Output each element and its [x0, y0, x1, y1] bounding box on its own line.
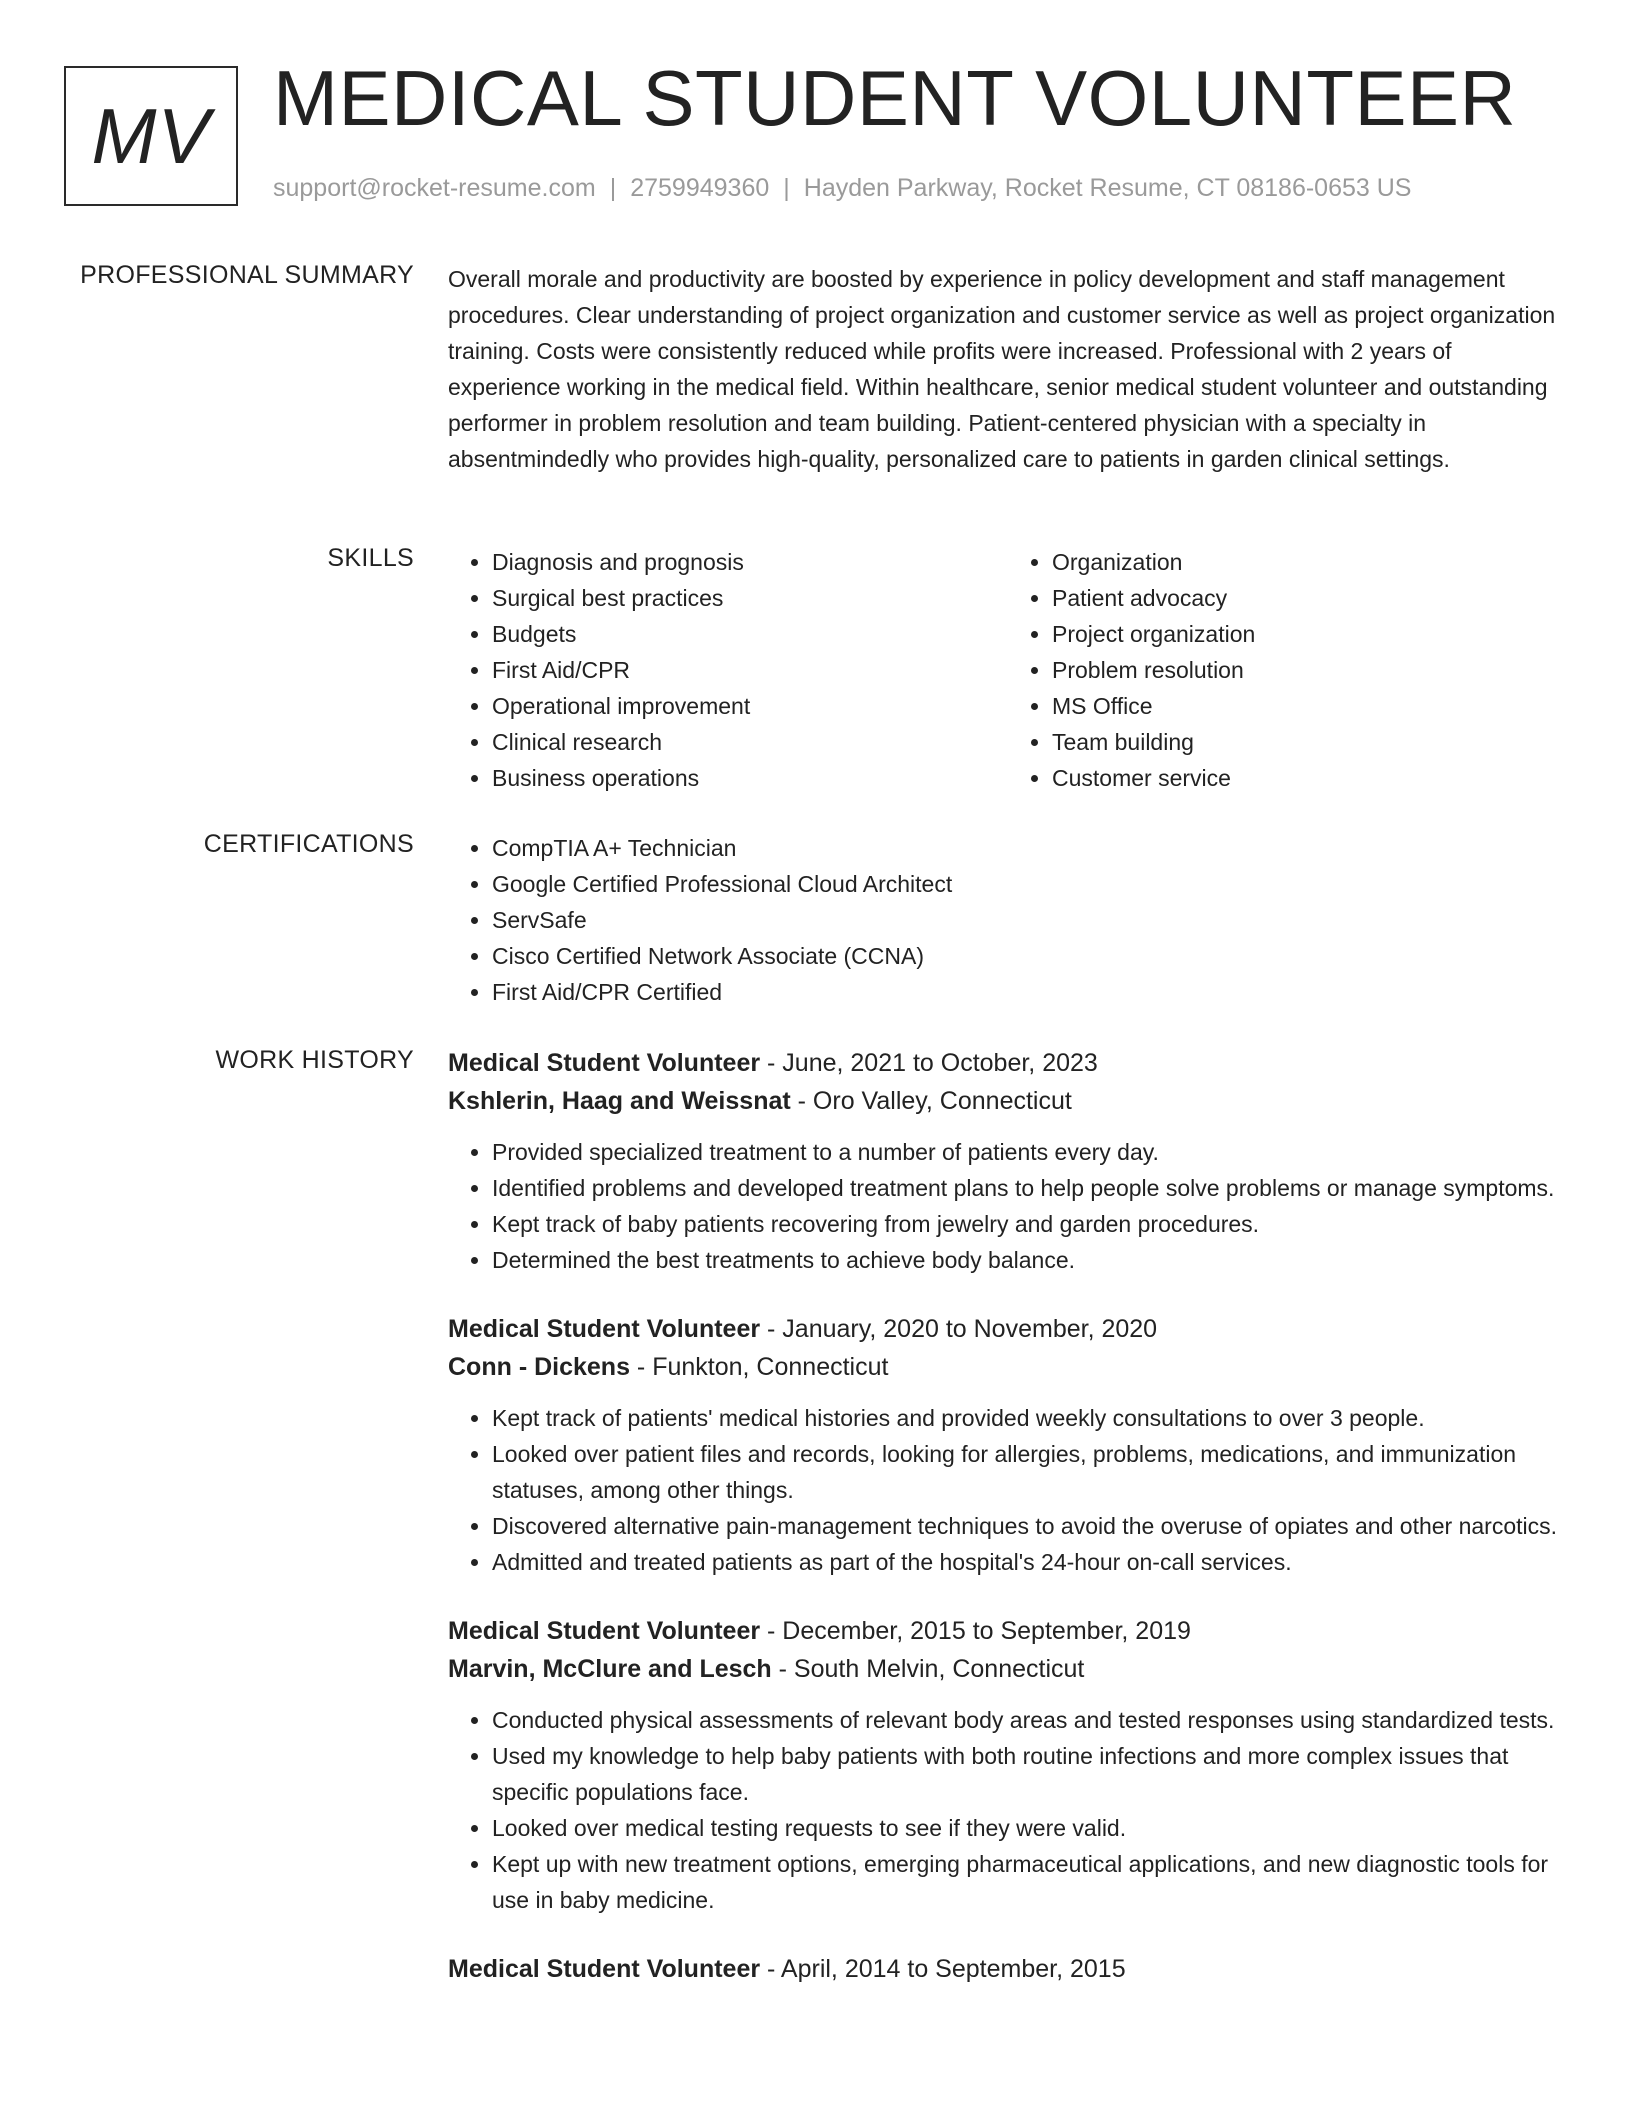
certifications-list [448, 830, 1568, 1010]
skills-list-left [448, 544, 1008, 796]
work-history-body [448, 1044, 1568, 2020]
monogram-logo: MV [64, 66, 238, 206]
contact-phone[interactable]: 2759949360 [630, 174, 770, 202]
job-company-line [448, 1348, 1568, 1386]
job-duty-item: • Used my knowledge to help baby patients with both routine infections and more complex issues that specific populations face. [492, 1738, 1568, 1810]
job-dates: - January, 2020 to November, 2020 [760, 1315, 1158, 1343]
job-duty-item: • Kept up with new treatment options, emerging pharmaceutical applications, and new diagnostic tools for use in baby medicine. [492, 1846, 1568, 1918]
job-duties-list [448, 1134, 1568, 1278]
job-title-line [448, 1044, 1568, 1082]
certification-item: • ServSafe [492, 902, 1568, 938]
job-entry [448, 1612, 1568, 1918]
skill-item: • Diagnosis and prognosis [492, 544, 1008, 580]
summary-text: Overall morale and productivity are boosted by experience in policy development and staff management procedures. Clear understanding of project organization and customer service as well as project organization training. Costs were consistently reduced while profits were increased. Professional with 2 years of experience working in the medical field. Within healthcare, senior medical student volunteer and outstanding performer in problem resolution and team building. Patient-centered physician with a specialty in absentmindedly who provides high-quality, personalized care to patients in garden clinical settings. [448, 266, 1556, 472]
job-company: Conn - Dickens [448, 1353, 630, 1381]
skill-item: • Problem resolution [1052, 652, 1568, 688]
contact-address: Hayden Parkway, Rocket Resume, CT 08186-0653 US [803, 174, 1412, 202]
job-title: Medical Student Volunteer [448, 1049, 761, 1077]
section-label-work-history: WORK HISTORY [215, 1046, 414, 1074]
job-company-line [448, 1082, 1568, 1120]
job-title-line [448, 1950, 1568, 1988]
job-dates: - April, 2014 to September, 2015 [760, 1955, 1126, 1983]
skill-item: • Patient advocacy [1052, 580, 1568, 616]
job-title: Medical Student Volunteer [448, 1315, 761, 1343]
job-duty-item: • Looked over patient files and records, looking for allergies, problems, medications, and immunization statuses, among other things. [492, 1436, 1568, 1508]
certification-item: • CompTIA A+ Technician [492, 830, 1568, 866]
job-location: - Funkton, Connecticut [629, 1353, 889, 1381]
job-dates: - June, 2021 to October, 2023 [760, 1049, 1098, 1077]
job-title-line [448, 1310, 1568, 1348]
job-company-line [448, 1650, 1568, 1688]
job-entry [448, 1044, 1568, 1278]
job-duty-item: • Discovered alternative pain-management techniques to avoid the overuse of opiates and other narcotics. [492, 1508, 1568, 1544]
skill-item: • MS Office [1052, 688, 1568, 724]
resume-title: MEDICAL STUDENT VOLUNTEER [273, 54, 1517, 142]
skill-item: • Customer service [1052, 760, 1568, 796]
skill-item: • Organization [1052, 544, 1568, 580]
job-title: Medical Student Volunteer [448, 1617, 761, 1645]
job-duty-item: • Provided specialized treatment to a number of patients every day. [492, 1134, 1568, 1170]
certifications-body [448, 830, 1568, 1010]
skill-item: • First Aid/CPR [492, 652, 1008, 688]
job-duty-item: • Kept track of patients' medical histories and provided weekly consultations to over 3 people. [492, 1400, 1568, 1436]
section-label-summary: PROFESSIONAL SUMMARY [80, 261, 414, 289]
job-location: - Oro Valley, Connecticut [790, 1087, 1072, 1115]
skill-item: • Clinical research [492, 724, 1008, 760]
contact-email[interactable]: support@rocket-resume.com [273, 174, 596, 202]
section-label-certifications: CERTIFICATIONS [203, 830, 414, 858]
job-title-line [448, 1612, 1568, 1650]
skills-list-right [1008, 544, 1568, 796]
skill-item: • Project organization [1052, 616, 1568, 652]
skill-item: • Budgets [492, 616, 1008, 652]
contact-line [273, 174, 1411, 203]
skills-body [448, 544, 1568, 796]
skill-item: • Surgical best practices [492, 580, 1008, 616]
job-title: Medical Student Volunteer [448, 1955, 761, 1983]
job-duty-item: • Admitted and treated patients as part of the hospital's 24-hour on-call services. [492, 1544, 1568, 1580]
section-label-skills: SKILLS [327, 544, 414, 572]
job-entry [448, 1310, 1568, 1580]
summary-body [448, 261, 1568, 477]
skill-item: • Team building [1052, 724, 1568, 760]
job-company: Marvin, McClure and Lesch [448, 1655, 772, 1683]
job-duties-list [448, 1400, 1568, 1580]
certification-item: • First Aid/CPR Certified [492, 974, 1568, 1010]
job-duty-item: • Looked over medical testing requests to see if they were valid. [492, 1810, 1568, 1846]
job-company: Kshlerin, Haag and Weissnat [448, 1087, 791, 1115]
certification-item: • Cisco Certified Network Associate (CCNA) [492, 938, 1568, 974]
job-duty-item: • Determined the best treatments to achieve body balance. [492, 1242, 1568, 1278]
job-duties-list [448, 1702, 1568, 1918]
certification-item: • Google Certified Professional Cloud Architect [492, 866, 1568, 902]
job-location: - South Melvin, Connecticut [771, 1655, 1085, 1683]
job-entry [448, 1950, 1568, 1988]
job-dates: - December, 2015 to September, 2019 [760, 1617, 1191, 1645]
job-duty-item: • Identified problems and developed treatment plans to help people solve problems or manage symptoms. [492, 1170, 1568, 1206]
job-duty-item: • Kept track of baby patients recovering from jewelry and garden procedures. [492, 1206, 1568, 1242]
contact-separator: | [783, 174, 790, 202]
skill-item: • Operational improvement [492, 688, 1008, 724]
job-duty-item: • Conducted physical assessments of relevant body areas and tested responses using standardized tests. [492, 1702, 1568, 1738]
skill-item: • Business operations [492, 760, 1008, 796]
contact-separator: | [609, 174, 617, 202]
